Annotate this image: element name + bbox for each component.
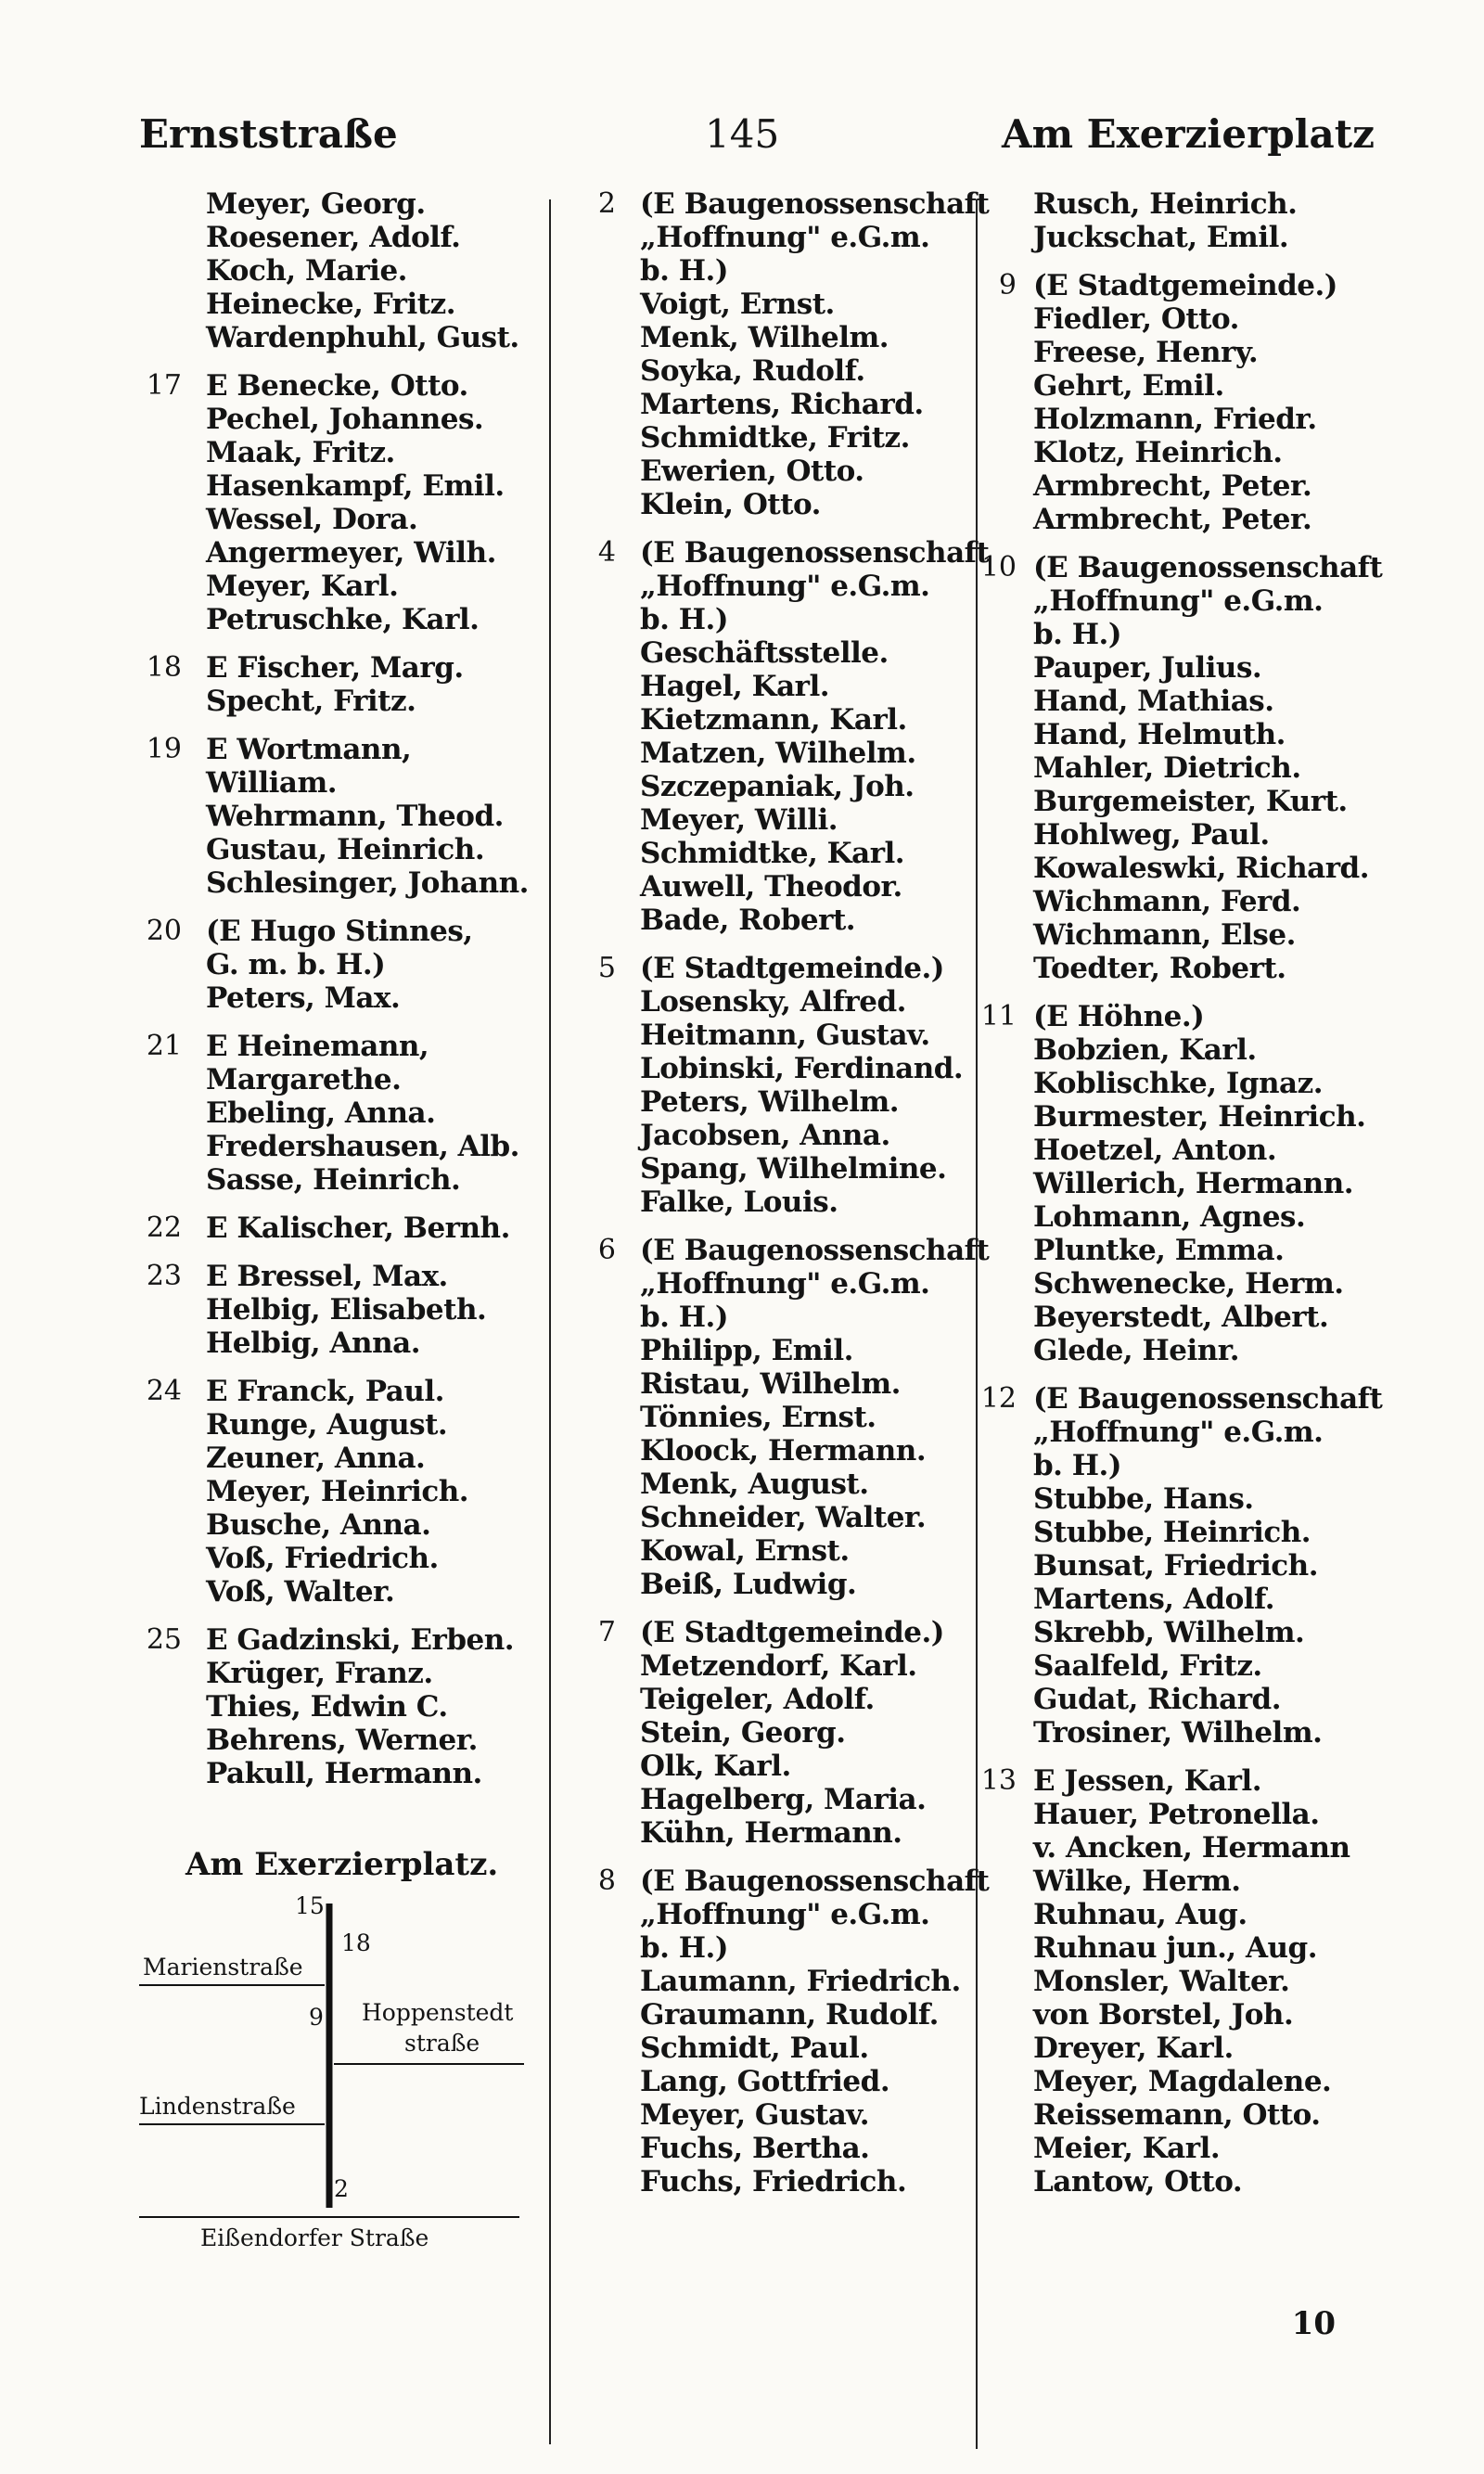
- resident-line: Schmidtke, Karl.: [640, 837, 905, 870]
- column-1: [130, 187, 556, 1805]
- resident-line: Lang, Gottfried.: [640, 2065, 890, 2098]
- resident-line: Stubbe, Heinrich.: [1033, 1516, 1311, 1549]
- running-head-right: Am Exerzierplatz: [1002, 111, 1375, 157]
- resident-line: Geschäftsstelle.: [640, 636, 889, 670]
- resident-line: (E Baugenossenschaft: [1033, 1382, 1383, 1416]
- house-entry: [130, 1211, 556, 1245]
- house-number: 19: [146, 733, 182, 765]
- resident-line: Hohlweg, Paul.: [1033, 818, 1270, 852]
- resident-line: Stein, Georg.: [640, 1716, 846, 1750]
- resident-line: Fredershausen, Alb.: [206, 1130, 519, 1163]
- house-number-15: 15: [295, 1892, 325, 1919]
- resident-line: „Hoffnung" e.G.m.: [640, 1267, 930, 1301]
- resident-line: Kowaleswki, Richard.: [1033, 852, 1370, 885]
- house-entry: [981, 551, 1389, 985]
- resident-line: Burmester, Heinrich.: [1033, 1100, 1366, 1134]
- resident-line: E Kalischer, Bernh.: [206, 1211, 510, 1245]
- resident-line: G. m. b. H.): [206, 948, 386, 981]
- house-number: 20: [146, 915, 182, 947]
- resident-line: Schlesinger, Johann.: [206, 866, 529, 900]
- resident-line: Sasse, Heinrich.: [206, 1163, 461, 1197]
- resident-line: Beiß, Ludwig.: [640, 1568, 857, 1601]
- resident-line: Ristau, Wilhelm.: [640, 1367, 901, 1401]
- house-number: 21: [146, 1030, 182, 1062]
- resident-line: Heitmann, Gustav.: [640, 1019, 930, 1052]
- resident-line: Lantow, Otto.: [1033, 2165, 1243, 2198]
- resident-line: E Benecke, Otto.: [206, 369, 468, 403]
- running-head-left: Ernststraße: [139, 111, 398, 157]
- resident-line: Wilke, Herm.: [1033, 1865, 1241, 1898]
- resident-line: Meyer, Heinrich.: [206, 1475, 469, 1508]
- resident-line: Angermeyer, Wilh.: [206, 536, 496, 570]
- resident-line: Koblischke, Ignaz.: [1033, 1067, 1324, 1100]
- street-label-hoppenstedt: Hoppenstedt: [362, 1999, 514, 2026]
- resident-line: Toedter, Robert.: [1033, 952, 1286, 985]
- street-label-hoppenstedt-suffix: straße: [404, 2030, 480, 2057]
- house-number: 7: [597, 1616, 616, 1648]
- resident-line: E Franck, Paul.: [206, 1375, 444, 1408]
- resident-line: b. H.): [640, 1931, 729, 1965]
- resident-line: b. H.): [1033, 1449, 1122, 1482]
- resident-line: Hauer, Petronella.: [1033, 1798, 1320, 1831]
- resident-line: Peters, Max.: [206, 981, 401, 1015]
- house-entry: [564, 952, 981, 1219]
- resident-line: Armbrecht, Peter.: [1033, 469, 1312, 503]
- resident-line: (E Stadtgemeinde.): [640, 952, 944, 985]
- resident-line: Behrens, Werner.: [206, 1724, 478, 1757]
- resident-line: Gudat, Richard.: [1033, 1683, 1282, 1716]
- resident-line: Meyer, Willi.: [640, 803, 838, 837]
- resident-line: „Hoffnung" e.G.m.: [640, 570, 930, 603]
- resident-line: (E Stadtgemeinde.): [1033, 269, 1337, 302]
- house-number-2: 2: [334, 2175, 349, 2202]
- resident-line: Wardenphuhl, Gust.: [206, 321, 519, 354]
- resident-line: Tönnies, Ernst.: [640, 1401, 876, 1434]
- house-number: 12: [980, 1382, 1017, 1415]
- resident-line: Gehrt, Emil.: [1033, 369, 1224, 403]
- resident-line: Wichmann, Ferd.: [1033, 885, 1301, 918]
- house-entry: [564, 1616, 981, 1850]
- house-entry: [564, 536, 990, 937]
- house-entry: [130, 1030, 556, 1197]
- house-entry: [981, 269, 1389, 536]
- resident-line: b. H.): [640, 1301, 729, 1334]
- house-entry: [130, 369, 556, 636]
- resident-line: Helbig, Anna.: [206, 1327, 421, 1360]
- resident-line: Fiedler, Otto.: [1033, 302, 1239, 336]
- resident-line: (E Stadtgemeinde.): [640, 1616, 944, 1649]
- resident-line: Koch, Marie.: [206, 254, 407, 288]
- house-entry: [130, 651, 556, 718]
- resident-line: Helbig, Elisabeth.: [206, 1293, 487, 1327]
- resident-line: Wehrmann, Theod.: [206, 800, 504, 833]
- resident-line: Mahler, Dietrich.: [1033, 751, 1301, 785]
- resident-line: Wessel, Dora.: [206, 503, 418, 536]
- house-number: 25: [146, 1623, 182, 1656]
- house-entry: [130, 1260, 556, 1360]
- resident-line: Heinecke, Fritz.: [206, 288, 456, 321]
- resident-line: Laumann, Friedrich.: [640, 1965, 961, 1998]
- resident-line: (E Baugenossenschaft: [640, 536, 990, 570]
- resident-line: Klein, Otto.: [640, 488, 821, 521]
- resident-line: Schwenecke, Herm.: [1033, 1267, 1344, 1301]
- resident-line: Trosiner, Wilhelm.: [1033, 1716, 1323, 1750]
- resident-line: Busche, Anna.: [206, 1508, 431, 1542]
- street-label-eissendorfer: Eißendorfer Straße: [200, 2224, 429, 2251]
- resident-line: Spang, Wilhelmine.: [640, 1152, 947, 1186]
- resident-line: (E Baugenossenschaft: [640, 1234, 990, 1267]
- house-entry: [130, 1623, 556, 1790]
- house-entry: [564, 1865, 990, 2198]
- resident-line: Kietzmann, Karl.: [640, 703, 907, 737]
- house-number: 23: [146, 1260, 182, 1292]
- resident-line: Kühn, Hermann.: [640, 1816, 902, 1850]
- resident-line: Burgemeister, Kurt.: [1033, 785, 1348, 818]
- resident-line: Fuchs, Friedrich.: [640, 2165, 907, 2198]
- resident-line: Glede, Heinr.: [1033, 1334, 1240, 1367]
- resident-line: b. H.): [1033, 618, 1122, 651]
- resident-line: Lobinski, Ferdinand.: [640, 1052, 964, 1085]
- resident-line: Ruhnau jun., Aug.: [1033, 1931, 1318, 1965]
- resident-line: b. H.): [640, 603, 729, 636]
- house-entry: [981, 1000, 1389, 1367]
- resident-line: Zeuner, Anna.: [206, 1442, 426, 1475]
- resident-line: William.: [206, 766, 338, 800]
- column-2: [564, 187, 990, 2213]
- resident-line: Ebeling, Anna.: [206, 1096, 436, 1130]
- house-number-18: 18: [341, 1929, 371, 1956]
- resident-line: v. Ancken, Hermann: [1033, 1831, 1350, 1865]
- house-number: 18: [146, 651, 182, 684]
- resident-line: Menk, Wilhelm.: [640, 321, 889, 354]
- house-entry: [981, 1764, 1389, 2198]
- resident-line: Beyerstedt, Albert.: [1033, 1301, 1329, 1334]
- house-entry: [564, 1234, 990, 1601]
- resident-line: (E Baugenossenschaft: [1033, 551, 1383, 584]
- resident-line: Bade, Robert.: [640, 904, 856, 937]
- resident-line: Lohmann, Agnes.: [1033, 1200, 1306, 1234]
- resident-line: Olk, Karl.: [640, 1750, 791, 1783]
- resident-line: Monsler, Walter.: [1033, 1965, 1290, 1998]
- resident-line: Pechel, Johannes.: [206, 403, 484, 436]
- resident-line: E Fischer, Marg.: [206, 651, 464, 685]
- resident-line: Rusch, Heinrich.: [1033, 187, 1298, 221]
- resident-line: Pluntke, Emma.: [1033, 1234, 1285, 1267]
- house-number: 10: [980, 551, 1017, 583]
- resident-line: Schmidtke, Fritz.: [640, 421, 910, 455]
- house-number: 9: [998, 269, 1017, 301]
- resident-line: Maak, Fritz.: [206, 436, 395, 469]
- house-number: 22: [146, 1211, 182, 1244]
- resident-line: Gustau, Heinrich.: [206, 833, 485, 866]
- resident-line: Hand, Helmuth.: [1033, 718, 1286, 751]
- resident-line: Ruhnau, Aug.: [1033, 1898, 1247, 1931]
- resident-line: Wichmann, Else.: [1033, 918, 1296, 952]
- resident-line: Meyer, Georg.: [206, 187, 426, 221]
- house-entry: [564, 187, 990, 521]
- resident-line: Runge, August.: [206, 1408, 448, 1442]
- resident-line: (E Baugenossenschaft: [640, 1865, 990, 1898]
- house-entry: [130, 187, 556, 354]
- house-number: 11: [980, 1000, 1017, 1032]
- column-3: [981, 187, 1389, 2213]
- resident-line: Martens, Richard.: [640, 388, 924, 421]
- resident-line: Voigt, Ernst.: [640, 288, 835, 321]
- house-number: 24: [146, 1375, 182, 1407]
- resident-line: Kloock, Hermann.: [640, 1434, 927, 1468]
- house-number: 4: [597, 536, 616, 569]
- street-label-lindenstrasse: Lindenstraße: [139, 2093, 296, 2120]
- resident-line: (E Hugo Stinnes,: [206, 915, 473, 948]
- resident-line: Peters, Wilhelm.: [640, 1085, 900, 1119]
- resident-line: Voß, Walter.: [206, 1575, 395, 1609]
- resident-line: Matzen, Wilhelm.: [640, 737, 916, 770]
- resident-line: E Gadzinski, Erben.: [206, 1623, 515, 1657]
- house-entry: [981, 1382, 1389, 1750]
- resident-line: Hagel, Karl.: [640, 670, 830, 703]
- resident-line: E Bressel, Max.: [206, 1260, 448, 1293]
- resident-line: Fuchs, Bertha.: [640, 2132, 870, 2165]
- page-number: 145: [705, 111, 780, 157]
- house-number: 17: [146, 369, 182, 402]
- resident-line: Pauper, Julius.: [1033, 651, 1262, 685]
- house-number: 13: [980, 1764, 1017, 1797]
- house-entry: [981, 187, 1389, 254]
- resident-line: Willerich, Hermann.: [1033, 1167, 1354, 1200]
- resident-line: von Borstel, Joh.: [1033, 1998, 1294, 2032]
- resident-line: b. H.): [640, 254, 729, 288]
- house-number: 5: [597, 952, 616, 984]
- resident-line: Schmidt, Paul.: [640, 2032, 869, 2065]
- resident-line: Hand, Mathias.: [1033, 685, 1274, 718]
- resident-line: Szczepaniak, Joh.: [640, 770, 915, 803]
- resident-line: Reissemann, Otto.: [1033, 2098, 1321, 2132]
- house-entry: [130, 1375, 556, 1609]
- resident-line: Martens, Adolf.: [1033, 1583, 1275, 1616]
- resident-line: Skrebb, Wilhelm.: [1033, 1616, 1305, 1649]
- resident-line: E Heinemann,: [206, 1030, 429, 1063]
- resident-line: E Wortmann,: [206, 733, 412, 766]
- street-map: [139, 1892, 547, 2273]
- resident-line: Hagelberg, Maria.: [640, 1783, 927, 1816]
- resident-line: „Hoffnung" e.G.m.: [640, 1898, 930, 1931]
- resident-line: Dreyer, Karl.: [1033, 2032, 1234, 2065]
- resident-line: Philipp, Emil.: [640, 1334, 853, 1367]
- house-number: 2: [597, 187, 616, 220]
- resident-line: Specht, Fritz.: [206, 685, 416, 718]
- house-entry: [130, 733, 556, 900]
- resident-line: Juckschat, Emil.: [1033, 221, 1289, 254]
- resident-line: Losensky, Alfred.: [640, 985, 906, 1019]
- resident-line: Teigeler, Adolf.: [640, 1683, 875, 1716]
- resident-line: Schneider, Walter.: [640, 1501, 927, 1534]
- resident-line: Klotz, Heinrich.: [1033, 436, 1283, 469]
- resident-line: Meyer, Gustav.: [640, 2098, 869, 2132]
- resident-line: Bobzien, Karl.: [1033, 1033, 1257, 1067]
- resident-line: Graumann, Rudolf.: [640, 1998, 939, 2032]
- resident-line: Krüger, Franz.: [206, 1657, 433, 1690]
- resident-line: Voß, Friedrich.: [206, 1542, 439, 1575]
- resident-line: Meyer, Karl.: [206, 570, 399, 603]
- resident-line: „Hoffnung" e.G.m.: [1033, 1416, 1324, 1449]
- resident-line: Metzendorf, Karl.: [640, 1649, 917, 1683]
- resident-line: Petruschke, Karl.: [206, 603, 480, 636]
- resident-line: Kowal, Ernst.: [640, 1534, 850, 1568]
- resident-line: Saalfeld, Fritz.: [1033, 1649, 1262, 1683]
- resident-line: Holzmann, Friedr.: [1033, 403, 1317, 436]
- resident-line: Menk, August.: [640, 1468, 869, 1501]
- house-number-9: 9: [309, 2004, 324, 2031]
- resident-line: (E Höhne.): [1033, 1000, 1205, 1033]
- resident-line: Jacobsen, Anna.: [640, 1119, 890, 1152]
- resident-line: Margarethe.: [206, 1063, 402, 1096]
- resident-line: Pakull, Hermann.: [206, 1757, 482, 1790]
- resident-line: „Hoffnung" e.G.m.: [640, 221, 930, 254]
- resident-line: Armbrecht, Peter.: [1033, 503, 1312, 536]
- street-map-title: Am Exerzierplatz.: [186, 1846, 499, 1883]
- house-number: 8: [597, 1865, 616, 1897]
- resident-line: Falke, Louis.: [640, 1186, 838, 1219]
- resident-line: Stubbe, Hans.: [1033, 1482, 1254, 1516]
- resident-line: Soyka, Rudolf.: [640, 354, 865, 388]
- resident-line: Meier, Karl.: [1033, 2132, 1221, 2165]
- resident-line: Ewerien, Otto.: [640, 455, 864, 488]
- resident-line: (E Baugenossenschaft: [640, 187, 990, 221]
- resident-line: E Jessen, Karl.: [1033, 1764, 1261, 1798]
- house-entry: [130, 915, 556, 1015]
- resident-line: Hoetzel, Anton.: [1033, 1134, 1277, 1167]
- resident-line: Bunsat, Friedrich.: [1033, 1549, 1319, 1583]
- signature-mark: 10: [1291, 2305, 1336, 2342]
- resident-line: „Hoffnung" e.G.m.: [1033, 584, 1324, 618]
- resident-line: Roesener, Adolf.: [206, 221, 461, 254]
- resident-line: Meyer, Magdalene.: [1033, 2065, 1332, 2098]
- street-label-marienstrasse: Marienstraße: [143, 1954, 303, 1980]
- resident-line: Freese, Henry.: [1033, 336, 1259, 369]
- resident-line: Auwell, Theodor.: [640, 870, 902, 904]
- house-number: 6: [597, 1234, 616, 1266]
- resident-line: Hasenkampf, Emil.: [206, 469, 505, 503]
- resident-line: Thies, Edwin C.: [206, 1690, 448, 1724]
